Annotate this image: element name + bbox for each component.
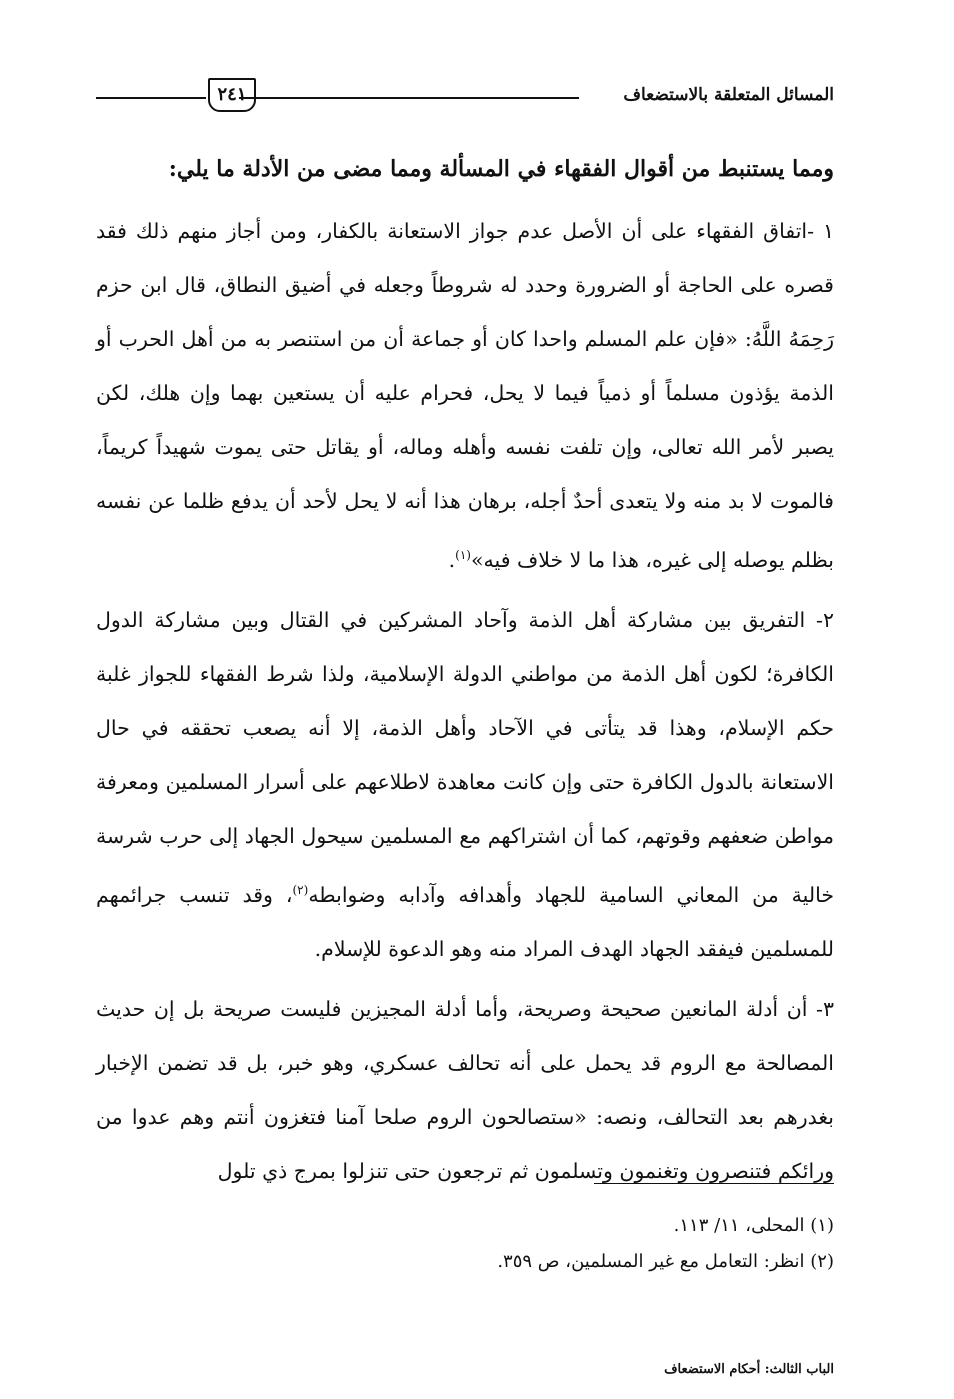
header-rule-left xyxy=(96,97,206,99)
page-number: ٢٤١ xyxy=(208,78,256,112)
footnote-ref-1: (١) xyxy=(455,548,471,562)
paragraph-2 xyxy=(96,593,834,976)
paragraph-2-text: ٢- التفريق بين مشاركة أهل الذمة وآحاد المشركين في القتال وبين مشاركة الدول الكافرة؛ لكون أهل الذمة من مواطني الدولة الإسلامية، ولذا شرط الفقهاء للجواز غلبة حكم الإسلام، وهذا قد يتأتى في الآحاد وأهل الذمة، إلا أنه يصعب تحققه في حال الاستعانة بالدول الكافرة حتى وإن كانت معاهدة لاطلاعهم على أسرار المسلمين ومعرفة مواطن ضعفهم وقوتهم، كما أن اشتراكهم مع المسلمين سيحول الجهاد إلى حرب شرسة خالية من المعاني السامية للجهاد وأهدافه وآدابه وضوابطه xyxy=(96,607,835,907)
footnotes xyxy=(234,1208,834,1280)
footnote-2: (٢) انظر: التعامل مع غير المسلمين، ص ٣٥٩. xyxy=(497,1251,834,1272)
paragraph-2-tail: ، وقد تنسب جرائمهم للمسلمين فيفقد الجهاد الهدف المراد منه وهو الدعوة للإسلام. xyxy=(96,882,834,961)
paragraph-3: ٣- أن أدلة المانعين صحيحة وصريحة، وأما أدلة المجيزين فليست صريحة بل إن حديث المصالحة مع الروم قد يحمل على أنه تحالف عسكري، وهو خبر، بل قد تضمن الإخبار بغدرهم بعد التحالف، ونصه: «ستصالحون الروم صلحا آمنا فتغزون أنتم وهم عدوا من ورائكم فتنصرون وتغنمون وتسلمون ثم ترجعون حتى تنزلوا بمرج ذي تلول xyxy=(96,996,834,1183)
header-title: المسائل المتعلقة بالاستضعاف xyxy=(623,85,834,105)
footnote-separator xyxy=(594,1183,834,1184)
main-text xyxy=(96,148,834,1204)
paragraph-1 xyxy=(96,204,834,587)
paragraph-1-end: . xyxy=(448,547,456,572)
running-header xyxy=(96,78,834,122)
header-rule-right xyxy=(239,97,579,99)
footnote-ref-2: (٢) xyxy=(292,882,309,897)
lead-sentence: ومما يستنبط من أقوال الفقهاء في المسألة ومما مضى من الأدلة ما يلي: xyxy=(168,156,834,182)
footnote-1: (١) المحلى، ١١/ ١١٣. xyxy=(673,1215,834,1236)
paragraph-1-text: ١ -اتفاق الفقهاء على أن الأصل عدم جواز الاستعانة بالكفار، ومن أجاز منهم ذلك فقد قصره على الحاجة أو الضرورة وحدد له شروطاً وجعله في أضيق النطاق، قال ابن حزم رَحِمَهُ اللَّهُ: «فإن علم المسلم واحدا كان أو جماعة أن من استنصر به من أهل الحرب أو الذمة يؤذون مسلماً أو ذمياً فيما لا يحل، فحرام عليه أن يستعين بهما وإن هلك، لكن يصبر لأمر الله تعالى، وإن تلفت نفسه وأهله وماله، أو يقاتل حتى يموت شهيداً كريماً، فالموت لا بد منه ولا يتعدى أحدٌ أجله، برهان هذا أنه لا يحل لأحد أن يدفع ظلما عن نفسه بظلم يوصله إلى غيره، هذا ما لا خلاف فيه» xyxy=(96,219,834,572)
running-footer: الباب الثالث: أحكام الاستضعاف xyxy=(664,1362,834,1377)
